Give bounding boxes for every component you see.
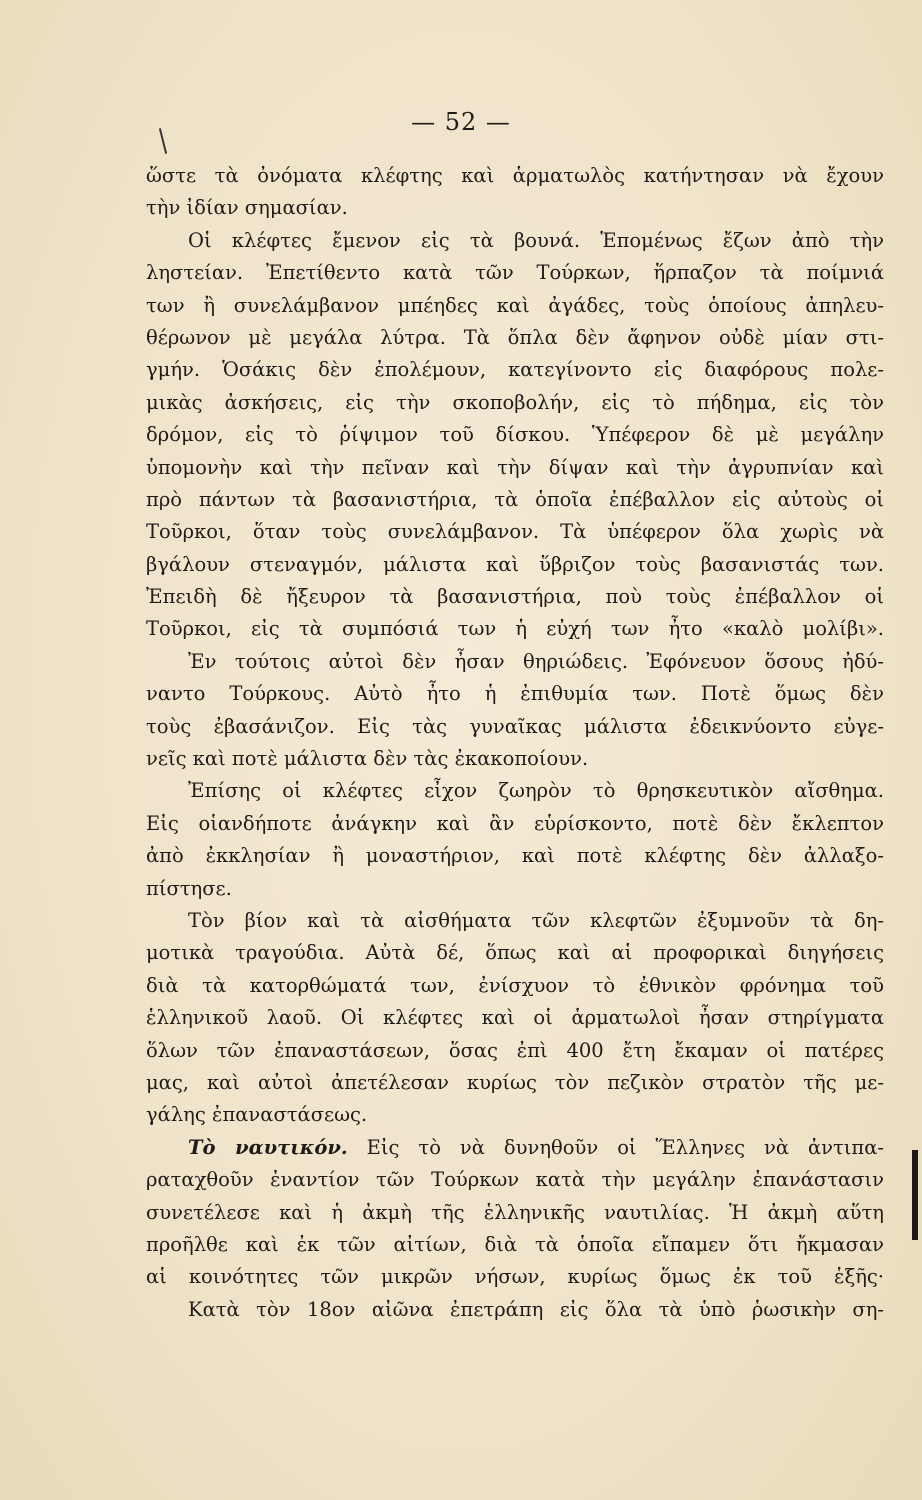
text-line: βγάλουν στεναγμόν, μάλιστα καὶ ὕβριζον τοὺς βασανιστάς των. xyxy=(146,552,884,576)
text-line: Ἐν τούτοις αὐτοὶ δὲν ἦσαν θηριώδεις. Ἐφόνευον ὅσους ἠδύ- xyxy=(188,649,884,673)
text-line: τὴν ἰδίαν σημασίαν. xyxy=(146,196,348,220)
text-line: τοὺς ἐβασάνιζον. Εἰς τὰς γυναῖκας μάλιστα ἐδεικνύοντο εὐγε- xyxy=(146,714,884,738)
text-line: Τοῦρκοι, εἰς τὰ συμπόσιά των ἡ εὐχή των ἦτο «καλὸ μολίβι». xyxy=(146,617,884,641)
text-line: ναντο Τούρκους. Αὐτὸ ἦτο ἡ ἐπιθυμία των. Ποτὲ ὅμως δὲν xyxy=(146,682,884,706)
body-text xyxy=(146,160,884,1326)
text-line: Ἐπειδὴ δὲ ἤξευρον τὰ βασανιστήρια, ποὺ τοὺς ἐπέβαλλον οἱ xyxy=(146,585,884,609)
text-line: ραταχθοῦν ἐναντίον τῶν Τούρκων κατὰ τὴν μεγάλην ἐπανάστασιν xyxy=(146,1168,884,1192)
text-line: Οἱ κλέφτες ἔμενον εἰς τὰ βουνά. Ἑπομένως ἔζων ἀπὸ τὴν xyxy=(188,228,884,252)
text-line: ἀπὸ ἐκκλησίαν ἢ μοναστήριον, καὶ ποτὲ κλέφτης δὲν ἀλλαξο- xyxy=(146,844,884,868)
section-heading: Τὸ ναυτικόν. xyxy=(188,1135,348,1159)
text-line: γάλης ἐπαναστάσεως. xyxy=(146,1103,368,1127)
text-line: των ἢ συνελάμβανον μπέηδες καὶ ἀγάδες, τοὺς ὁποίους ἀπηλευ- xyxy=(146,293,884,317)
text-line-section-start xyxy=(146,1132,884,1164)
text-line: πίστησε. xyxy=(146,876,232,900)
text-line: αἱ κοινότητες τῶν μικρῶν νήσων, κυρίως ὅμως ἐκ τοῦ ἑξῆς· xyxy=(146,1265,884,1289)
text-line: Ἐπίσης οἱ κλέφτες εἶχον ζωηρὸν τὸ θρησκευτικὸν αἴσθημα. xyxy=(188,779,884,803)
text-line: δρόμον, εἰς τὸ ῥίψιμον τοῦ δίσκου. Ὑπέφερον δὲ μὲ μεγάλην xyxy=(146,423,884,447)
text-line: μοτικὰ τραγούδια. Αὐτὰ δέ, ὅπως καὶ αἱ προφορικαὶ διηγήσεις xyxy=(146,941,884,965)
text-line: διὰ τὰ κατορθώματά των, ἐνίσχυον τὸ ἐθνικὸν φρόνημα τοῦ xyxy=(146,973,884,997)
text-line: ληστείαν. Ἐπετίθεντο κατὰ τῶν Τούρκων, ἥρπαζον τὰ ποίμνιά xyxy=(146,261,884,285)
text-line: Εἰς οἱανδήποτε ἀνάγκην καὶ ἂν εὑρίσκοντο, ποτὲ δὲν ἔκλεπτον xyxy=(146,811,884,835)
text-line: ὥστε τὰ ὀνόματα κλέφτης καὶ ἁρματωλὸς κατήντησαν νὰ ἔχουν xyxy=(146,164,884,187)
text-line: πρὸ πάντων τὰ βασανιστήρια, τὰ ὁποῖα ἐπέβαλλον εἰς αὐτοὺς οἱ xyxy=(146,487,884,511)
text-line: συνετέλεσε καὶ ἡ ἀκμὴ τῆς ἑλληνικῆς ναυτιλίας. Ἡ ἀκμὴ αὕτη xyxy=(146,1200,884,1224)
text-line: προῆλθε καὶ ἐκ τῶν αἰτίων, διὰ τὰ ὁποῖα εἴπαμεν ὅτι ἤκμασαν xyxy=(146,1232,884,1256)
text-line: μας, καὶ αὐτοὶ ἀπετέλεσαν κυρίως τὸν πεζικὸν στρατὸν τῆς με- xyxy=(146,1070,884,1094)
text-line: μικὰς ἀσκήσεις, εἰς τὴν σκοποβολήν, εἰς τὸ πήδημα, εἰς τὸν xyxy=(146,390,884,414)
section-heading-continuation: Εἰς τὸ νὰ δυνηθοῦν οἱ Ἕλληνες νὰ ἀντιπα- xyxy=(347,1135,884,1159)
text-line: ἑλληνικοῦ λαοῦ. Οἱ κλέφτες καὶ οἱ ἁρματωλοὶ ἦσαν στηρίγματα xyxy=(146,1006,884,1030)
text-line: ὑπομονὴν καὶ τὴν πεῖναν καὶ τὴν δίψαν καὶ τὴν ἀγρυπνίαν καὶ xyxy=(146,455,884,479)
text-line: θέρωνον μὲ μεγάλα λύτρα. Τὰ ὅπλα δὲν ἄφηνον οὐδὲ μίαν στι- xyxy=(146,325,884,349)
text-line: Τοῦρκοι, ὅταν τοὺς συνελάμβανον. Τὰ ὑπέφερον ὅλα χωρὶς νὰ xyxy=(146,520,884,544)
text-line: Τὸν βίον καὶ τὰ αἰσθήματα τῶν κλεφτῶν ἐξυμνοῦν τὰ δη- xyxy=(188,908,884,932)
page-edge-mark xyxy=(912,1150,918,1240)
text-line: ὅλων τῶν ἐπαναστάσεων, ὅσας ἐπὶ 400 ἔτη ἔκαμαν οἱ πατέρες xyxy=(146,1038,884,1062)
text-line: Κατὰ τὸν 18ον αἰῶνα ἐπετράπη εἰς ὅλα τὰ ὑπὸ ῥωσικὴν ση- xyxy=(188,1297,884,1321)
text-line: νεῖς καὶ ποτὲ μάλιστα δὲν τὰς ἐκακοποίουν. xyxy=(146,747,589,771)
text-line: γμήν. Ὁσάκις δὲν ἐπολέμουν, κατεγίνοντο εἰς διαφόρους πολε- xyxy=(146,358,884,382)
page-number: — 52 — xyxy=(411,108,511,136)
